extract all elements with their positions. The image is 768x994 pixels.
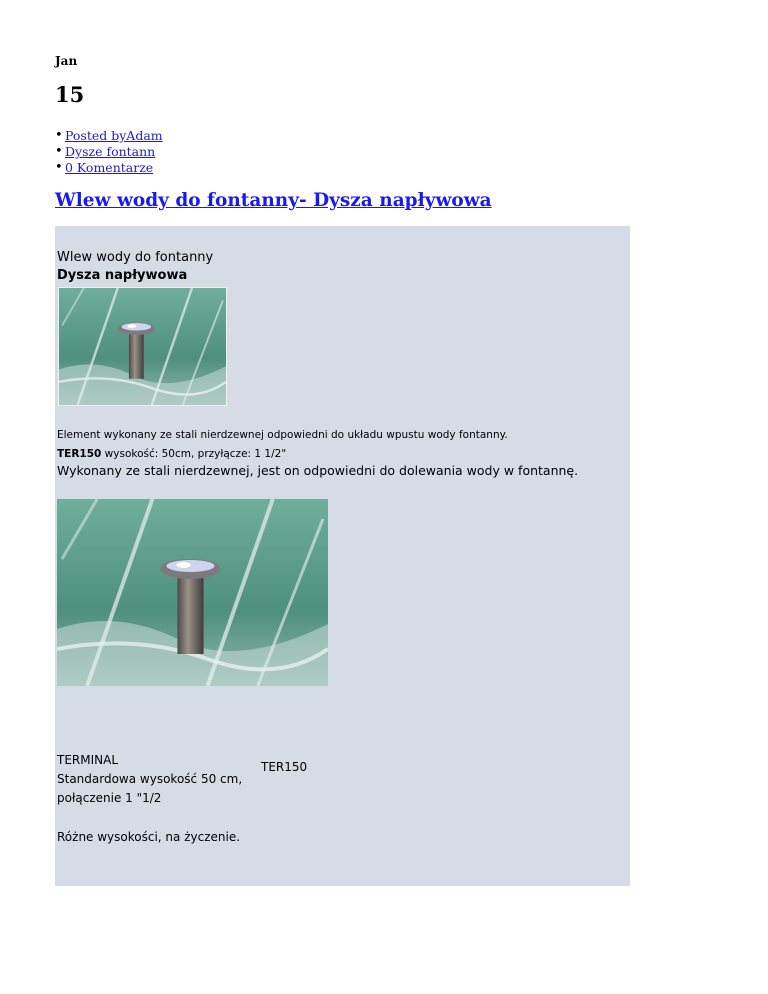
spec-text: wysokość: 50cm, przyłącze: 1 1/2" xyxy=(101,448,287,460)
product-description-2: Wykonany ze stali nierdzewnej, jest on odpowiedni do dolewania wody w fontannę. xyxy=(57,463,579,478)
post-title-link[interactable]: Wlew wody do fontanny- Dysza napływowa xyxy=(55,190,492,211)
comments-link[interactable]: 0 Komentarze xyxy=(65,160,154,175)
post-title xyxy=(55,190,492,211)
terminal-description: Standardowa wysokość 50 cm, połączenie 1 "1/2 xyxy=(57,772,243,805)
meta-category xyxy=(65,144,163,160)
intro-line: Wlew wody do fontanny xyxy=(57,250,214,265)
product-spec xyxy=(57,448,286,460)
product-description: Element wykonany ze stali nierdzewnej odpowiedni do układu wpustu wody fontanny. xyxy=(57,429,508,441)
terminal-info xyxy=(57,751,247,808)
spec-model: TER150 xyxy=(57,448,102,460)
meta-author xyxy=(65,128,163,144)
meta-comments xyxy=(65,160,163,176)
post-content xyxy=(55,226,630,886)
post-date-day: 15 xyxy=(55,82,85,107)
post-meta-list xyxy=(55,128,163,176)
terminal-model: TER150 xyxy=(261,760,308,774)
nozzle-photo-small[interactable] xyxy=(58,287,227,406)
terminal-label: TERMINAL xyxy=(57,753,119,767)
post-date-month: Jan xyxy=(55,54,78,68)
nozzle-photo-large[interactable] xyxy=(57,499,328,686)
heights-note: Różne wysokości, na życzenie. xyxy=(57,830,241,844)
category-link[interactable]: Dysze fontann xyxy=(65,144,156,159)
intro-subtitle: Dysza napływowa xyxy=(57,268,188,283)
author-link[interactable]: Posted byAdam xyxy=(65,128,163,143)
